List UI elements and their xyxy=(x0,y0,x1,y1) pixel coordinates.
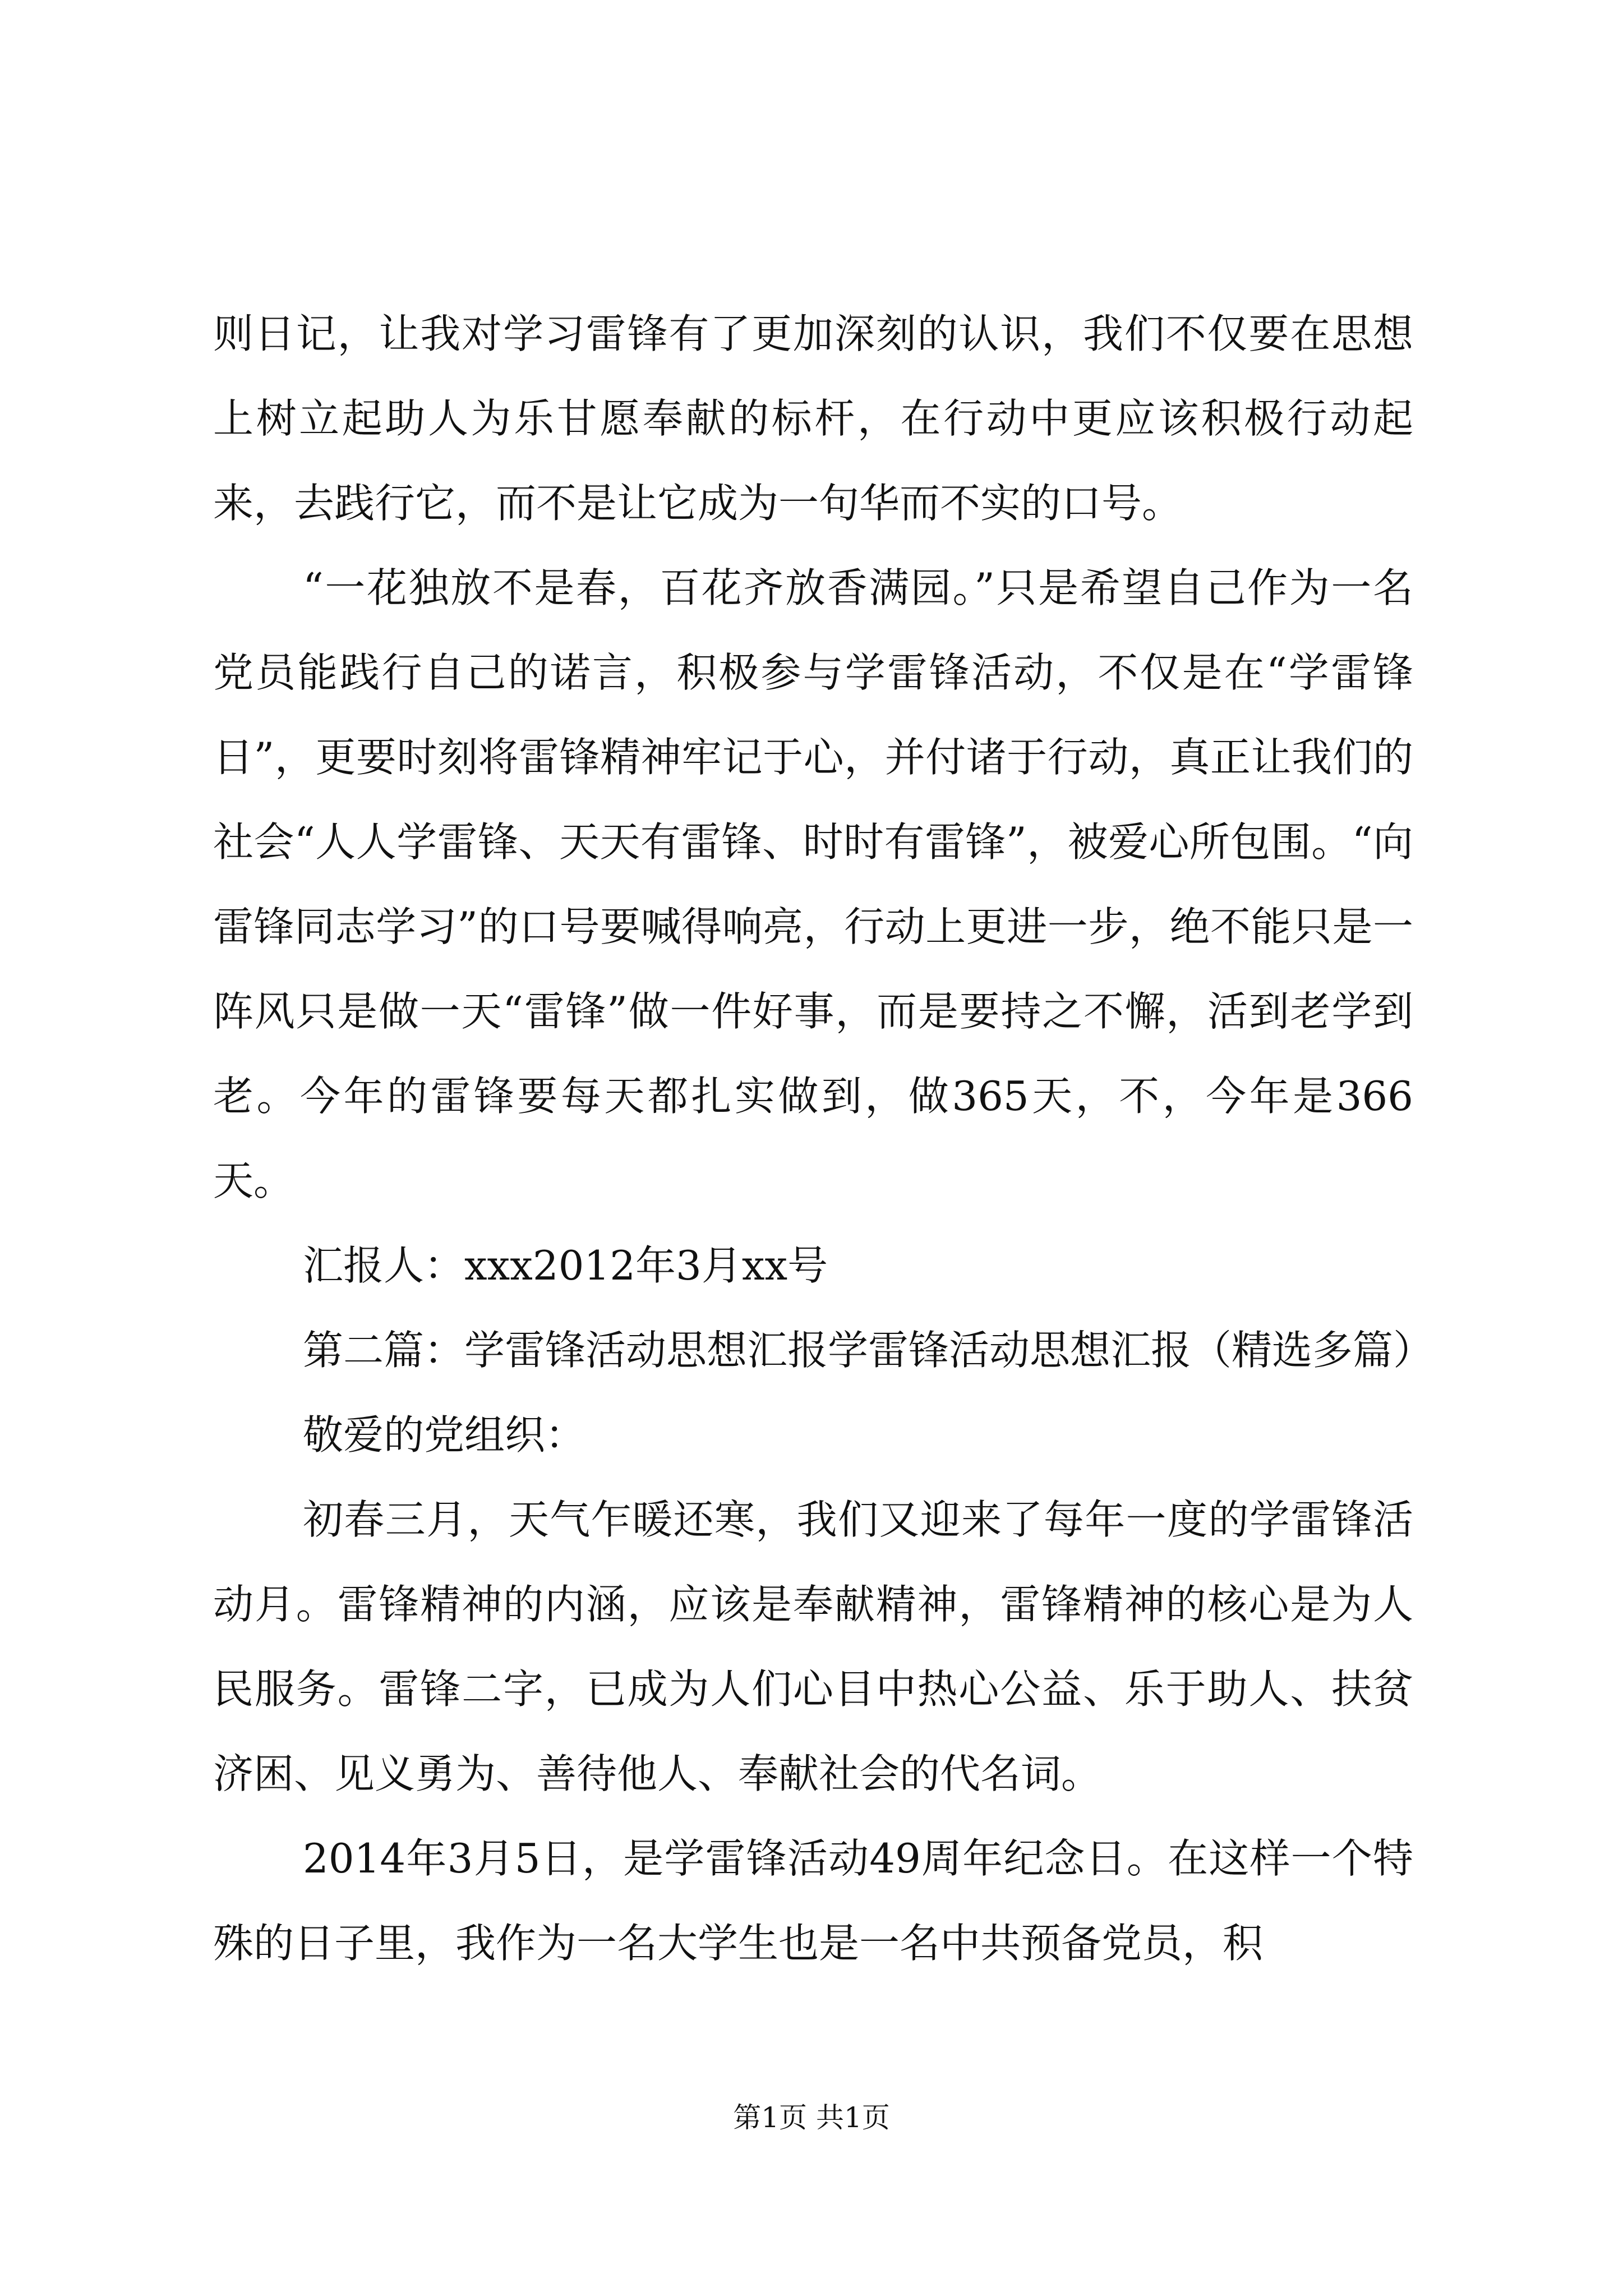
paragraph-anniversary: 2014年3月5日，是学雷锋活动49周年纪念日。在这样一个特殊的日子里，我作为一名大学生也是一名中共预备党员，积 xyxy=(213,1835,1413,1967)
page-footer: 第1页 共1页 xyxy=(733,2101,890,2134)
paragraph-continuation: 则日记，让我对学习雷锋有了更加深刻的认识，我们不仅要在思想上树立起助人为乐甘愿奉献的标杆，在行动中更应该积极行动起来，去践行它，而不是让它成为一句华而不实的口号。 xyxy=(213,310,1413,527)
paragraph-salutation: 敬爱的党组织： xyxy=(303,1411,586,1458)
paragraph-reporter: 汇报人：xxx2012年3月xx号 xyxy=(303,1242,828,1289)
document-body xyxy=(213,292,1434,1986)
section-heading-part-two: 第二篇：学雷锋活动思想汇报学雷锋活动思想汇报（精选多篇） xyxy=(303,1327,1434,1374)
paragraph-intro: 初春三月，天气乍暖还寒，我们又迎来了每年一度的学雷锋活动月。雷锋精神的内涵，应该是奉献精神，雷锋精神的核心是为人民服务。雷锋二字，已成为人们心目中热心公益、乐于助人、扶贫济困、见义勇为、善待他人、奉献社会的代名词。 xyxy=(213,1496,1413,1797)
paragraph-quote: “一花独放不是春，百花齐放香满园。”只是希望自己作为一名党员能践行自己的诺言，积极参与学雷锋活动，不仅是在“学雷锋日”，更要时刻将雷锋精神牢记于心，并付诸于行动，真正让我们的社会“人人学雷锋、天天有雷锋、时时有雷锋”，被爱心所包围。“向雷锋同志学习”的口号要喊得响亮，行动上更进一步，绝不能只是一阵风只是做一天“雷锋”做一件好事，而是要持之不懈，活到老学到老。今年的雷锋要每天都扎实做到，做365天，不，今年是366天。 xyxy=(213,564,1413,1204)
